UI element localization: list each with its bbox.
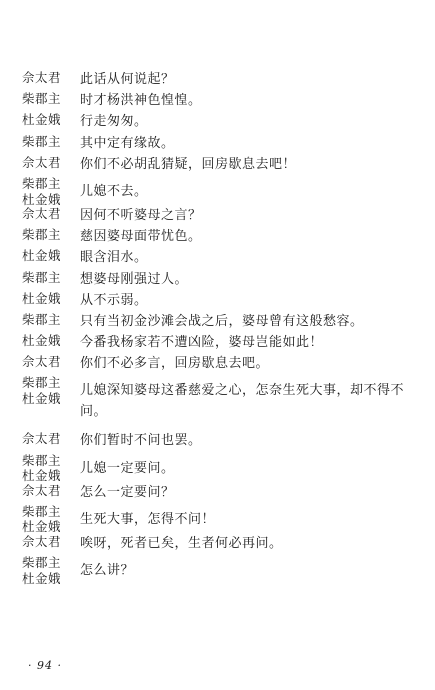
- speaker-name: 杜金娥: [22, 290, 62, 306]
- speaker-name: 柴郡主: [22, 555, 62, 570]
- speaker-label: [22, 375, 74, 406]
- dialogue-line: [0, 206, 435, 227]
- speaker-label: [22, 248, 74, 264]
- speech-text: 你们暂时不问也罢。: [80, 433, 202, 449]
- speaker-label: [22, 534, 74, 550]
- speaker-label: [22, 333, 74, 349]
- speech-text: 唉呀，死者已矣，生者何必再问。: [80, 535, 283, 551]
- speaker-label: [22, 176, 74, 207]
- speaker-name: 杜金娥: [22, 112, 62, 128]
- speech-text: 此话从何说起？: [80, 72, 175, 87]
- dialogue-line: [0, 91, 435, 112]
- dialogue-list: [0, 70, 435, 585]
- speaker-name: 柴郡主: [22, 91, 62, 107]
- dialogue-line: [0, 354, 435, 375]
- speech-text: 儿媳深知婆母这番慈爱之心，怎奈生死大事，却不得不问。: [80, 383, 405, 420]
- dialogue-line: [0, 155, 435, 176]
- speech-text: 其中定有缘故。: [80, 135, 175, 151]
- speech-text: 行走匆匆。: [80, 114, 148, 130]
- speaker-name: 柴郡主: [22, 227, 62, 243]
- speaker-label: [22, 555, 74, 586]
- speaker-name: 佘太君: [22, 70, 62, 85]
- speaker-label: [22, 291, 74, 307]
- speaker-name: 柴郡主: [22, 503, 62, 519]
- speaker-name: 柴郡主: [22, 175, 62, 191]
- speaker-label: [22, 483, 74, 499]
- speaker-name: 杜金娥: [22, 570, 62, 586]
- speech-text: 怎么讲？: [80, 563, 135, 578]
- speech-text: 儿媳一定要问。: [80, 460, 175, 476]
- dialogue-line: [0, 453, 435, 483]
- dialogue-line: [0, 555, 435, 585]
- speaker-name: 杜金娥: [22, 519, 62, 535]
- speech-text: 你们不必胡乱猜疑，回房歇息去吧！: [80, 156, 297, 172]
- dialogue-line: [0, 504, 435, 534]
- speech-text: 生死大事，怎得不问！: [80, 511, 216, 527]
- speaker-label: [22, 431, 74, 447]
- dialogue-line: [0, 291, 435, 312]
- speaker-name: 柴郡主: [22, 452, 62, 468]
- speaker-name: 佘太君: [22, 154, 62, 170]
- speaker-label: [22, 112, 74, 128]
- speaker-name: 柴郡主: [22, 269, 62, 285]
- speaker-label: [22, 270, 74, 286]
- speech-text: 今番我杨家若不遭凶险，婆母岂能如此！: [80, 335, 324, 351]
- page-number: · 94 ·: [28, 659, 62, 672]
- dialogue-line: [0, 270, 435, 291]
- dialogue-line: [0, 134, 435, 155]
- speaker-name: 杜金娥: [22, 248, 62, 264]
- speech-text: 从不示弱。: [80, 292, 148, 308]
- dialogue-line: [0, 483, 435, 504]
- speaker-name: 杜金娥: [22, 191, 62, 207]
- speaker-name: 杜金娥: [22, 468, 62, 484]
- speech-text: 儿媳不去。: [80, 183, 148, 199]
- speech-text: 慈因婆母面带忧色。: [80, 229, 202, 245]
- speaker-name: 佘太君: [22, 482, 62, 498]
- dialogue-line: [0, 375, 435, 431]
- speaker-name: 柴郡主: [22, 133, 62, 149]
- speech-text: 眼含泪水。: [80, 250, 148, 266]
- speech-text: 时才杨洪神色惶惶。: [80, 93, 202, 109]
- speaker-label: [22, 206, 74, 222]
- speech-text: 因何不听婆母之言？: [80, 207, 202, 223]
- speaker-label: [22, 312, 74, 328]
- speaker-label: [22, 155, 74, 171]
- dialogue-line: [0, 333, 435, 354]
- speaker-name: 佘太君: [22, 431, 62, 447]
- speaker-name: 杜金娥: [22, 391, 62, 407]
- speaker-label: [22, 227, 74, 243]
- speech-text: 你们不必多言，回房歇息去吧。: [80, 356, 270, 372]
- speaker-label: [22, 453, 74, 484]
- speaker-label: [22, 354, 74, 370]
- speaker-name: 佘太君: [22, 354, 62, 370]
- speech-text: 怎么一定要问？: [80, 484, 175, 500]
- dialogue-line: [0, 534, 435, 555]
- speech-text: 想婆母刚强过人。: [80, 271, 189, 287]
- speaker-label: [22, 504, 74, 535]
- speaker-label: [22, 91, 74, 107]
- speaker-name: 佘太君: [22, 205, 62, 221]
- speech-text: 只有当初金沙滩会战之后，婆母曾有这般愁容。: [80, 313, 364, 329]
- dialogue-line: [0, 176, 435, 206]
- speaker-name: 柴郡主: [22, 311, 62, 327]
- dialogue-line: [0, 70, 435, 91]
- speaker-name: 柴郡主: [22, 375, 62, 391]
- dialogue-line: [0, 227, 435, 248]
- speaker-name: 佘太君: [22, 533, 62, 549]
- speaker-name: 杜金娥: [22, 333, 62, 349]
- dialogue-line: [0, 431, 435, 452]
- speaker-label: [22, 134, 74, 150]
- dialogue-line: [0, 312, 435, 333]
- dialogue-line: [0, 248, 435, 269]
- speaker-label: [22, 70, 74, 86]
- dialogue-line: [0, 112, 435, 133]
